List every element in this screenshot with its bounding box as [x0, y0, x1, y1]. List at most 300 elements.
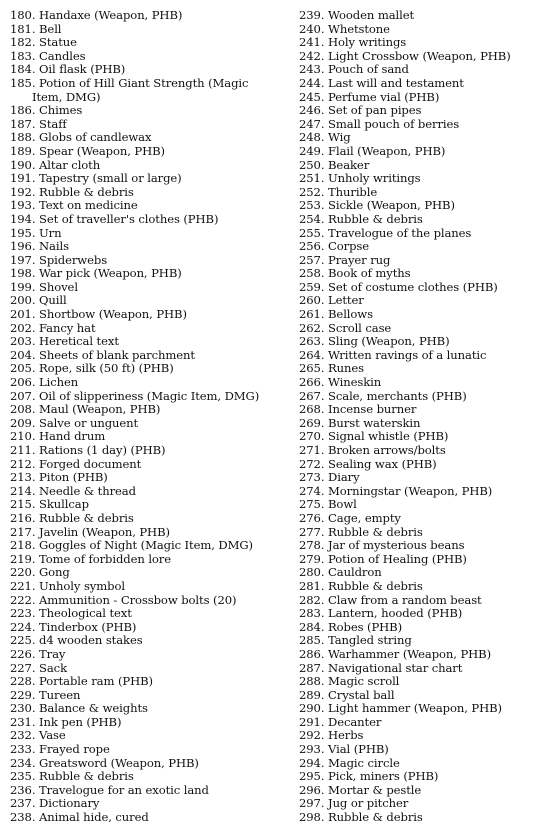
list-item: [299, 77, 529, 91]
item-number: 206.: [10, 375, 36, 390]
item-number: 204.: [10, 347, 36, 362]
list-item: [299, 172, 529, 186]
item-text: Robes (PHB): [328, 619, 403, 634]
list-item: [299, 702, 529, 716]
item-number: 279.: [299, 551, 325, 566]
item-number: 182.: [10, 35, 36, 50]
item-number: 220.: [10, 565, 36, 580]
item-number: 259.: [299, 279, 325, 294]
list-item: [299, 199, 529, 213]
item-number: 231.: [10, 714, 36, 729]
item-text: Jug or pitcher: [328, 796, 409, 811]
item-text: Oil flask (PHB): [39, 62, 126, 77]
list-item: [299, 145, 529, 159]
item-number: 273.: [299, 470, 325, 485]
item-text: Gong: [39, 565, 70, 580]
list-item: [10, 594, 290, 608]
item-text: Lantern, hooded (PHB): [328, 606, 463, 621]
item-number: 207.: [10, 388, 36, 403]
list-item: [10, 580, 290, 594]
item-text: Flail (Weapon, PHB): [328, 143, 446, 158]
list-item: [299, 362, 529, 376]
list-item: [10, 267, 290, 281]
list-item: [10, 349, 290, 363]
item-number: 185.: [10, 75, 36, 90]
item-number: 236.: [10, 782, 36, 797]
list-item: [299, 118, 529, 132]
item-number: 228.: [10, 674, 36, 689]
item-text: Magic circle: [328, 755, 400, 770]
item-text: Rubble & debris: [39, 769, 134, 784]
item-text: Greatsword (Weapon, PHB): [39, 755, 199, 770]
item-text: Maul (Weapon, PHB): [39, 402, 161, 417]
item-number: 245.: [299, 89, 325, 104]
item-number: 213.: [10, 470, 36, 485]
list-item: [10, 77, 290, 104]
item-text: Corpse: [328, 239, 370, 254]
item-number: 234.: [10, 755, 36, 770]
list-item: [299, 349, 529, 363]
item-number: 241.: [299, 35, 325, 50]
item-number: 265.: [299, 361, 325, 376]
item-number: 192.: [10, 184, 36, 199]
list-item: [10, 390, 290, 404]
list-item: [10, 145, 290, 159]
item-number: 260.: [299, 293, 325, 308]
item-text: Oil of slipperiness (Magic Item, DMG): [39, 388, 260, 403]
item-text: Unholy writings: [328, 171, 421, 186]
list-item: [10, 335, 290, 349]
item-number: 180.: [10, 8, 36, 22]
list-item: [299, 335, 529, 349]
item-text: Spiderwebs: [39, 252, 108, 267]
list-item: [10, 362, 290, 376]
item-text: Ink pen (PHB): [39, 714, 122, 729]
item-text: Rubble & debris: [328, 211, 423, 226]
item-text: Cauldron: [328, 565, 382, 580]
item-number: 255.: [299, 225, 325, 240]
item-text: Text on medicine: [39, 198, 138, 213]
item-number: 275.: [299, 497, 325, 512]
item-text: Mortar & pestle: [328, 782, 422, 797]
item-text: Piton (PHB): [39, 470, 108, 485]
list-item: [10, 444, 290, 458]
item-text: War pick (Weapon, PHB): [39, 266, 182, 281]
item-text: Lichen: [39, 375, 79, 390]
list-item: [10, 757, 290, 771]
item-text: Thurible: [328, 184, 378, 199]
item-number: 298.: [299, 810, 325, 825]
item-text: Navigational star chart: [328, 660, 463, 675]
item-number: 221.: [10, 578, 36, 593]
list-item: [299, 580, 529, 594]
item-number: 270.: [299, 429, 325, 444]
item-number: 216.: [10, 510, 36, 525]
list-item: [299, 322, 529, 336]
item-text: Decanter: [328, 714, 382, 729]
item-text-continued: Item, DMG): [32, 89, 101, 104]
item-number: 197.: [10, 252, 36, 267]
item-text: Theological text: [39, 606, 132, 621]
item-number: 280.: [299, 565, 325, 580]
item-number: 276.: [299, 510, 325, 525]
list-item: [299, 811, 529, 825]
list-item: [10, 702, 290, 716]
item-number: 289.: [299, 687, 325, 702]
list-item: [10, 281, 290, 295]
item-text: Ammunition - Crossbow bolts (20): [39, 592, 237, 607]
item-text: Shortbow (Weapon, PHB): [39, 307, 187, 322]
item-text: Vase: [39, 728, 66, 743]
list-item: [299, 417, 529, 431]
list-item: [299, 716, 529, 730]
list-item: [299, 63, 529, 77]
item-text: Altar cloth: [39, 157, 101, 172]
item-text: Wineskin: [328, 375, 382, 390]
list-item: [299, 36, 529, 50]
list-item: [10, 50, 290, 64]
item-text: Wooden mallet: [328, 8, 415, 22]
item-text: Magic scroll: [328, 674, 400, 689]
list-item: [299, 689, 529, 703]
item-number: 193.: [10, 198, 36, 213]
item-number: 210.: [10, 429, 36, 444]
item-number: 254.: [299, 211, 325, 226]
list-item: [10, 118, 290, 132]
item-text: Rubble & debris: [39, 184, 134, 199]
item-text: Tapestry (small or large): [39, 171, 182, 186]
item-number: 189.: [10, 143, 36, 158]
list-item: [299, 267, 529, 281]
item-text: Light Crossbow (Weapon, PHB): [328, 48, 511, 63]
item-number: 282.: [299, 592, 325, 607]
item-text: Rations (1 day) (PHB): [39, 443, 166, 457]
item-text: Morningstar (Weapon, PHB): [328, 483, 493, 498]
item-number: 266.: [299, 375, 325, 390]
item-text: Incense burner: [328, 402, 417, 417]
item-text: Letter: [328, 293, 364, 308]
item-text: Rubble & debris: [39, 510, 134, 525]
item-number: 238.: [10, 810, 36, 825]
item-text: Pick, miners (PHB): [328, 769, 439, 784]
item-text: Forged document: [39, 456, 142, 471]
list-item: [299, 634, 529, 648]
list-item: [10, 213, 290, 227]
item-text: Beaker: [328, 157, 370, 172]
item-text: Bellows: [328, 307, 373, 322]
item-number: 201.: [10, 307, 36, 322]
item-number: 229.: [10, 687, 36, 702]
list-item: [299, 512, 529, 526]
list-item: [10, 743, 290, 757]
item-number: 296.: [299, 782, 325, 797]
list-item: [299, 9, 529, 23]
item-number: 224.: [10, 619, 36, 634]
item-text: Heretical text: [39, 334, 119, 349]
item-text: Broken arrows/bolts: [328, 443, 446, 457]
item-text: Claw from a random beast: [328, 592, 482, 607]
item-number: 252.: [299, 184, 325, 199]
item-number: 190.: [10, 157, 36, 172]
list-item: [299, 770, 529, 784]
item-text: Bowl: [328, 497, 357, 512]
list-item: [10, 689, 290, 703]
list-item: [299, 213, 529, 227]
item-text: Runes: [328, 361, 364, 376]
item-text: Sealing wax (PHB): [328, 456, 437, 471]
item-text: Set of traveller's clothes (PHB): [39, 211, 219, 226]
item-text: Globs of candlewax: [39, 130, 152, 145]
list-item: [10, 675, 290, 689]
item-number: 247.: [299, 116, 325, 131]
item-text: Tureen: [39, 687, 81, 702]
item-number: 292.: [299, 728, 325, 743]
item-text: Jar of mysterious beans: [328, 538, 465, 553]
item-number: 186.: [10, 103, 36, 118]
item-number: 253.: [299, 198, 325, 213]
item-text: Cage, empty: [328, 510, 401, 525]
list-item: [299, 757, 529, 771]
list-item: [299, 458, 529, 472]
list-item: [299, 186, 529, 200]
list-item: [10, 63, 290, 77]
item-text: Potion of Healing (PHB): [328, 551, 467, 566]
item-number: 257.: [299, 252, 325, 267]
item-text: Rubble & debris: [328, 578, 423, 593]
item-number: 233.: [10, 742, 36, 757]
list-item: [299, 566, 529, 580]
list-item: [299, 797, 529, 811]
list-item: [10, 634, 290, 648]
item-number: 274.: [299, 483, 325, 498]
list-item: [10, 430, 290, 444]
list-item: [10, 131, 290, 145]
item-number: 248.: [299, 130, 325, 145]
item-text: Wig: [328, 130, 351, 145]
list-item: [10, 485, 290, 499]
item-text: Goggles of Night (Magic Item, DMG): [39, 538, 253, 553]
item-number: 268.: [299, 402, 325, 417]
item-text: Travelogue of the planes: [328, 225, 472, 240]
list-item: [10, 811, 290, 825]
list-item: [299, 159, 529, 173]
item-number: 203.: [10, 334, 36, 349]
item-number: 249.: [299, 143, 325, 158]
item-text: Sling (Weapon, PHB): [328, 334, 450, 349]
item-number: 214.: [10, 483, 36, 498]
list-item: [10, 607, 290, 621]
item-number: 264.: [299, 347, 325, 362]
list-item: [299, 594, 529, 608]
item-number: 194.: [10, 211, 36, 226]
item-text: Chimes: [39, 103, 83, 118]
list-item: [10, 417, 290, 431]
list-item: [299, 485, 529, 499]
list-item: [10, 458, 290, 472]
list-item: [299, 648, 529, 662]
list-item: [10, 566, 290, 580]
item-number: 187.: [10, 116, 36, 131]
list-column-left: [10, 9, 290, 825]
list-item: [10, 240, 290, 254]
list-item: [10, 199, 290, 213]
item-text: d4 wooden stakes: [39, 633, 143, 648]
item-text: Light hammer (Weapon, PHB): [328, 701, 502, 716]
item-number: 200.: [10, 293, 36, 308]
item-text: Candles: [39, 48, 86, 63]
item-text: Perfume vial (PHB): [328, 89, 440, 104]
item-text: Salve or unguent: [39, 415, 139, 430]
item-number: 286.: [299, 646, 325, 661]
item-text: Scroll case: [328, 320, 392, 335]
list-item: [10, 403, 290, 417]
item-number: 290.: [299, 701, 325, 716]
item-number: 297.: [299, 796, 325, 811]
item-number: 202.: [10, 320, 36, 335]
list-item: [299, 104, 529, 118]
item-number: 219.: [10, 551, 36, 566]
item-text: Hand drum: [39, 429, 106, 444]
item-text: Scale, merchants (PHB): [328, 388, 467, 403]
item-number: 232.: [10, 728, 36, 743]
item-text: Staff: [39, 116, 67, 131]
list-item: [299, 526, 529, 540]
list-item: [299, 23, 529, 37]
item-number: 196.: [10, 239, 36, 254]
item-number: 226.: [10, 646, 36, 661]
list-item: [299, 471, 529, 485]
list-item: [299, 729, 529, 743]
item-number: 258.: [299, 266, 325, 281]
list-item: [10, 9, 290, 23]
item-number: 209.: [10, 415, 36, 430]
item-number: 230.: [10, 701, 36, 716]
item-number: 235.: [10, 769, 36, 784]
item-number: 287.: [299, 660, 325, 675]
list-item: [299, 621, 529, 635]
list-item: [10, 186, 290, 200]
item-number: 261.: [299, 307, 325, 322]
item-text: Warhammer (Weapon, PHB): [328, 646, 491, 661]
list-item: [299, 131, 529, 145]
item-number: 251.: [299, 171, 325, 186]
item-text: Crystal ball: [328, 687, 395, 702]
item-text: Nails: [39, 239, 69, 254]
item-text: Vial (PHB): [328, 742, 389, 757]
list-item: [10, 172, 290, 186]
list-item: [10, 716, 290, 730]
list-item: [10, 729, 290, 743]
item-text: Rubble & debris: [328, 524, 423, 539]
item-number: 267.: [299, 388, 325, 403]
item-number: 263.: [299, 334, 325, 349]
item-text: Animal hide, cured: [39, 810, 149, 825]
list-item: [10, 23, 290, 37]
item-text: Written ravings of a lunatic: [328, 347, 487, 362]
item-number: 271.: [299, 443, 325, 457]
item-text: Book of myths: [328, 266, 411, 281]
item-text: Tangled string: [328, 633, 412, 648]
item-number: 294.: [299, 755, 325, 770]
item-text: Set of costume clothes (PHB): [328, 279, 498, 294]
item-text: Prayer rug: [328, 252, 391, 267]
item-number: 218.: [10, 538, 36, 553]
list-item: [299, 607, 529, 621]
list-item: [10, 621, 290, 635]
item-number: 184.: [10, 62, 36, 77]
list-item: [299, 675, 529, 689]
item-text: Sheets of blank parchment: [39, 347, 195, 362]
item-text: Tome of forbidden lore: [39, 551, 172, 566]
item-text: Tinderbox (PHB): [39, 619, 137, 634]
item-text: Whetstone: [328, 21, 390, 36]
item-text: Balance & weights: [39, 701, 148, 716]
item-text: Handaxe (Weapon, PHB): [39, 8, 183, 22]
list-item: [10, 770, 290, 784]
list-item: [10, 308, 290, 322]
list-column-right: [299, 9, 529, 825]
item-number: 188.: [10, 130, 36, 145]
list-item: [299, 294, 529, 308]
item-text: Pouch of sand: [328, 62, 409, 77]
item-text: Dictionary: [39, 796, 100, 811]
item-number: 212.: [10, 456, 36, 471]
list-item: [10, 662, 290, 676]
item-number: 278.: [299, 538, 325, 553]
item-number: 285.: [299, 633, 325, 648]
item-text: Rubble & debris: [328, 810, 423, 825]
item-number: 269.: [299, 415, 325, 430]
list-item: [10, 471, 290, 485]
item-text: Portable ram (PHB): [39, 674, 153, 689]
list-item: [299, 662, 529, 676]
item-text: Rope, silk (50 ft) (PHB): [39, 361, 174, 376]
item-number: 222.: [10, 592, 36, 607]
item-number: 198.: [10, 266, 36, 281]
item-text: Javelin (Weapon, PHB): [39, 524, 170, 539]
item-number: 293.: [299, 742, 325, 757]
item-text: Travelogue for an exotic land: [39, 782, 209, 797]
list-item: [10, 36, 290, 50]
item-text: Small pouch of berries: [328, 116, 460, 131]
item-number: 246.: [299, 103, 325, 118]
item-number: 225.: [10, 633, 36, 648]
list-item: [10, 512, 290, 526]
list-item: [10, 553, 290, 567]
list-item: [299, 281, 529, 295]
item-number: 215.: [10, 497, 36, 512]
list-item: [299, 403, 529, 417]
item-number: 227.: [10, 660, 36, 675]
item-number: 295.: [299, 769, 325, 784]
item-number: 284.: [299, 619, 325, 634]
list-item: [10, 254, 290, 268]
list-item: [10, 294, 290, 308]
list-item: [10, 322, 290, 336]
item-number: 256.: [299, 239, 325, 254]
list-item: [299, 444, 529, 458]
item-text: Statue: [39, 35, 77, 50]
list-item: [10, 159, 290, 173]
item-text: Potion of Hill Giant Strength (Magic: [39, 75, 249, 90]
item-number: 208.: [10, 402, 36, 417]
item-number: 199.: [10, 279, 36, 294]
item-text: Set of pan pipes: [328, 103, 422, 118]
item-number: 239.: [299, 8, 325, 22]
item-text: Burst waterskin: [328, 415, 421, 430]
item-number: 191.: [10, 171, 36, 186]
item-number: 240.: [299, 21, 325, 36]
